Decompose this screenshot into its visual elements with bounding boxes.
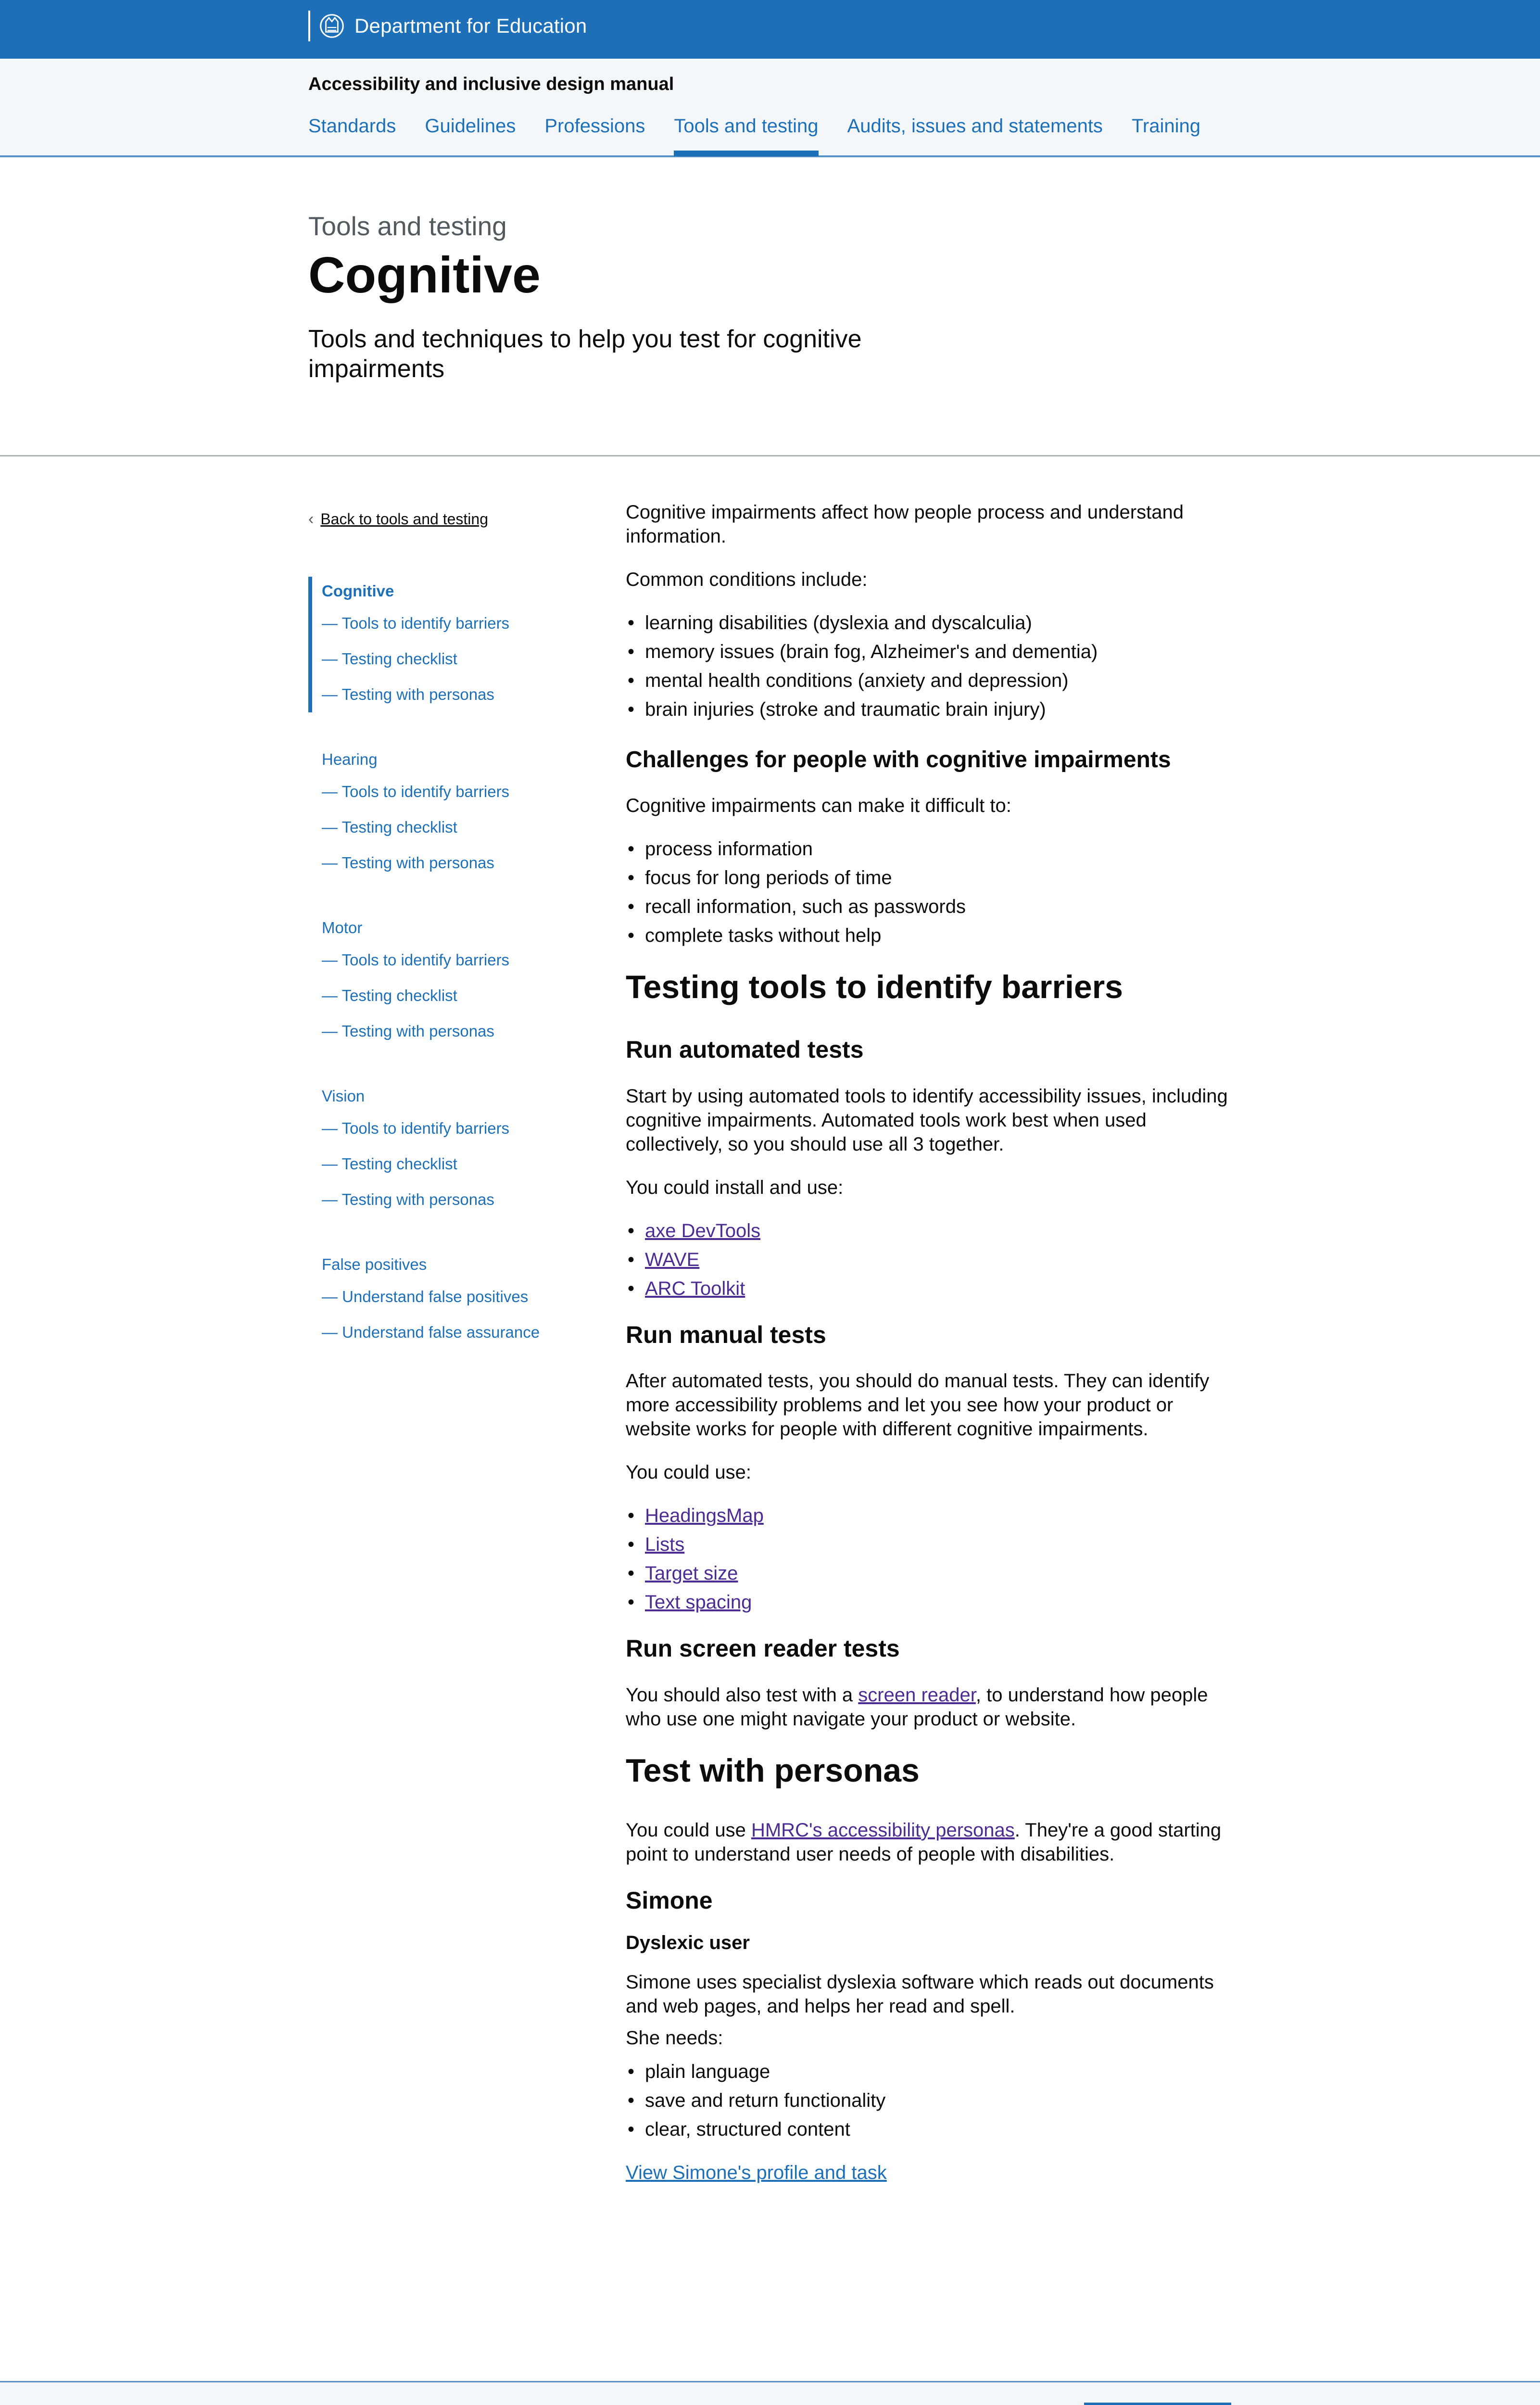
view-profile-link[interactable]: View Simone's profile and task (626, 2162, 887, 2183)
give-feedback-button[interactable] (1084, 2403, 1231, 2405)
list-item: • complete tasks without help (626, 924, 1241, 948)
headingsmap-link[interactable]: HeadingsMap (645, 1505, 764, 1526)
back-link-label: Back to tools and testing (320, 510, 488, 528)
org-name: Department for Education (354, 14, 587, 37)
lists-link[interactable]: Lists (645, 1534, 685, 1555)
main-content (626, 500, 1241, 2185)
sidenav-subitem[interactable]: — Testing checklist (322, 650, 457, 668)
nav-standards[interactable]: Standards (308, 115, 396, 137)
conditions-list (626, 611, 1241, 722)
nav-tools-and-testing[interactable]: Tools and testing (674, 115, 818, 156)
target-size-link[interactable]: Target size (645, 1563, 738, 1584)
personas-heading: Test with personas (626, 1752, 920, 1789)
hmrc-personas-link[interactable]: HMRC's accessibility personas (751, 1819, 1015, 1841)
sidenav-item-false-positives[interactable]: False positives (322, 1255, 427, 1273)
screenreader-paragraph (626, 1683, 1241, 1731)
list-item: • mental health conditions (anxiety and depression) (626, 669, 1241, 693)
list-item: • clear, structured content (626, 2117, 1241, 2141)
barriers-heading: Testing tools to identify barriers (626, 969, 1123, 1005)
manual-heading: Run manual tests (626, 1321, 826, 1348)
page-caption: Tools and testing (308, 211, 507, 241)
sidenav-item-vision[interactable]: Vision (322, 1087, 365, 1105)
text-span: . They're a good starting point to understand user needs of people with disabilities. (626, 1819, 1222, 1865)
manual-tools-list (626, 1504, 1241, 1614)
sidenav-subitem[interactable]: — Tools to identify barriers (322, 783, 510, 800)
wave-link[interactable]: WAVE (645, 1249, 700, 1270)
nav-guidelines[interactable]: Guidelines (425, 115, 516, 137)
conditions-intro: Common conditions include: (626, 569, 868, 590)
text-span: You should also test with a (626, 1684, 858, 1706)
top-header (0, 0, 1540, 59)
side-navigation (308, 510, 578, 1350)
arc-toolkit-link[interactable]: ARC Toolkit (645, 1278, 745, 1299)
sidenav-subitem[interactable]: — Testing with personas (322, 1190, 494, 1208)
intro-paragraph: Cognitive impairments affect how people process and understand information. (626, 502, 1184, 547)
service-name: Accessibility and inclusive design manual (308, 74, 674, 94)
text-span: , to understand how people who use one might navigate your product or website. (626, 1684, 1208, 1730)
list-item: • save and return functionality (626, 2089, 1241, 2113)
sidenav-item-hearing[interactable]: Hearing (322, 750, 378, 768)
challenges-intro: Cognitive impairments can make it difficult to: (626, 795, 1011, 816)
crest-icon (317, 11, 347, 41)
screen-reader-link[interactable]: screen reader (858, 1684, 976, 1706)
persona-needs-intro: She needs: (626, 2027, 723, 2049)
automated-intro: You could install and use: (626, 1177, 844, 1198)
persona-text: Simone uses specialist dyslexia software which reads out documents and web pages, and helps her read and spell. (626, 1972, 1214, 2017)
service-header (0, 59, 1540, 157)
sidenav-subitem[interactable]: — Understand false assurance (322, 1323, 540, 1341)
list-item: • recall information, such as passwords (626, 895, 1241, 919)
chevron-left-icon: ‹ (308, 510, 314, 528)
persona-name: Simone (626, 1886, 713, 1914)
sidenav-item-cognitive[interactable]: Cognitive (322, 582, 394, 600)
nav-audits[interactable]: Audits, issues and statements (847, 115, 1103, 137)
persona-role: Dyslexic user (626, 1932, 750, 1953)
section-divider (0, 455, 1540, 456)
back-link[interactable] (308, 510, 578, 529)
sidenav-item-motor[interactable]: Motor (322, 919, 363, 937)
page-hero (308, 211, 934, 384)
sidenav-subitem[interactable]: — Testing checklist (322, 1155, 457, 1173)
axe-devtools-link[interactable]: axe DevTools (645, 1220, 761, 1241)
sidenav-group-vision (308, 1082, 578, 1217)
screenreader-heading: Run screen reader tests (626, 1635, 900, 1662)
list-item: • memory issues (brain fog, Alzheimer's and dementia) (626, 640, 1241, 664)
sidenav-subitem[interactable]: — Testing checklist (322, 818, 457, 836)
automated-tools-list (626, 1219, 1241, 1301)
feedback-banner (0, 2381, 1540, 2405)
sidenav-subitem[interactable]: — Testing with personas (322, 854, 494, 872)
list-item: • brain injuries (stroke and traumatic brain injury) (626, 697, 1241, 722)
personas-paragraph (626, 1818, 1241, 1866)
challenges-heading: Challenges for people with cognitive impairments (626, 747, 1171, 772)
primary-navigation (308, 115, 1229, 156)
sidenav-subitem[interactable]: — Understand false positives (322, 1288, 529, 1305)
page-title: Cognitive (308, 247, 541, 304)
automated-heading: Run automated tests (626, 1036, 864, 1063)
sidenav-subitem[interactable]: — Testing checklist (322, 987, 457, 1004)
sidenav-subitem[interactable]: — Tools to identify barriers (322, 614, 510, 632)
challenges-list (626, 837, 1241, 948)
text-spacing-link[interactable]: Text spacing (645, 1592, 752, 1613)
sidenav-subitem[interactable]: — Testing with personas (322, 1022, 494, 1040)
nav-professions[interactable]: Professions (544, 115, 645, 137)
list-item: • process information (626, 837, 1241, 861)
org-logo-link[interactable] (308, 11, 587, 41)
manual-intro: You could use: (626, 1462, 751, 1483)
persona-needs-list (626, 2060, 1241, 2141)
sidenav-group-hearing (308, 745, 578, 881)
page-lede: Tools and techniques to help you test for cognitive impairments (308, 325, 862, 383)
sidenav-group-false-positives (308, 1250, 578, 1350)
sidenav-subitem[interactable]: — Tools to identify barriers (322, 1119, 510, 1137)
sidenav-subitem[interactable]: — Tools to identify barriers (322, 951, 510, 969)
automated-text: Start by using automated tools to identify accessibility issues, including cognitive impairments. Automated tools work best when used collectively, so you should use all 3 together. (626, 1085, 1228, 1155)
nav-training[interactable]: Training (1131, 115, 1200, 137)
sidenav-subitem[interactable]: — Testing with personas (322, 685, 494, 703)
list-item: • plain language (626, 2060, 1241, 2084)
list-item: • focus for long periods of time (626, 866, 1241, 890)
text-span: You could use (626, 1819, 751, 1841)
manual-text: After automated tests, you should do manual tests. They can identify more accessibility problems and let you see how your product or website works for people with different cognitive impairments. (626, 1370, 1210, 1440)
list-item: • learning disabilities (dyslexia and dyscalculia) (626, 611, 1241, 635)
sidenav-group-cognitive (308, 577, 578, 712)
sidenav-group-motor (308, 913, 578, 1049)
